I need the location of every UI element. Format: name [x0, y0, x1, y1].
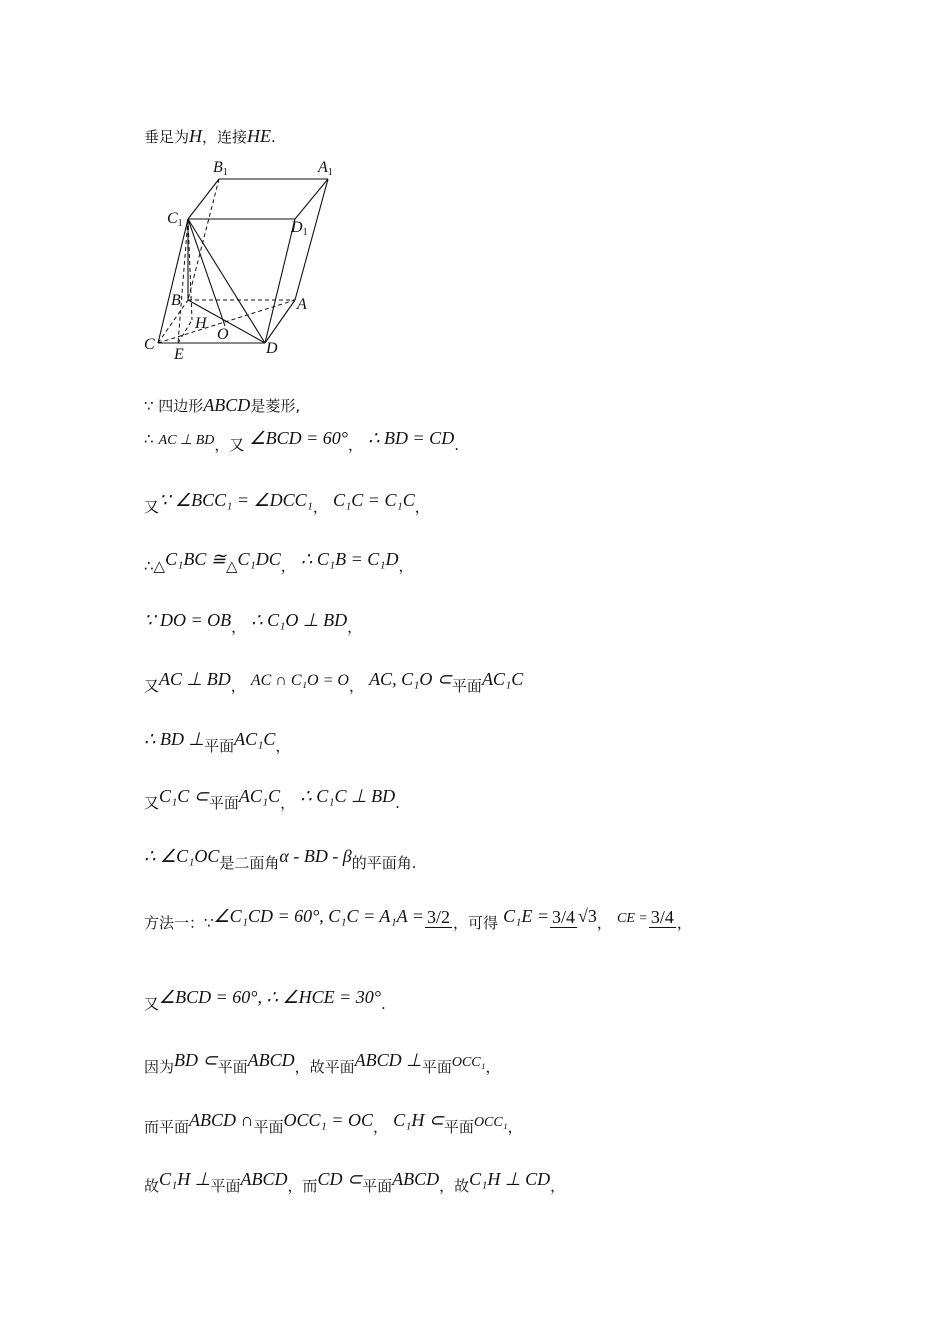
text: ，	[485, 1058, 501, 1076]
math: ∴ ∠C₁OC	[144, 846, 220, 866]
math: ABCD	[203, 395, 251, 415]
math: C₁E =	[503, 906, 549, 926]
text-line-7	[144, 729, 291, 755]
text: ，	[372, 1118, 388, 1136]
sqrt-3: √3	[578, 906, 597, 926]
math: ∴ C₁C ⊥ BD	[300, 786, 396, 806]
text: 平面	[210, 1177, 241, 1195]
math: OCC₁	[451, 1055, 486, 1070]
math: ∠BCD = 60°, ∴ ∠HCE = 30°	[159, 987, 381, 1007]
math: C₁H ⊥ CD	[469, 1169, 551, 1189]
math: C₁H ⊥	[159, 1169, 211, 1189]
text-line-2	[144, 428, 459, 454]
text: ，	[275, 737, 291, 755]
edge-C1B1	[188, 179, 219, 219]
text-line-11	[144, 987, 386, 1013]
text-line-1	[144, 395, 300, 416]
text: ，	[347, 436, 363, 454]
math: CD ⊂	[317, 1169, 363, 1189]
text: ，又	[214, 436, 245, 454]
text: .	[271, 128, 276, 146]
text: 故	[144, 1177, 160, 1195]
text: ，	[414, 498, 430, 516]
text: ，	[312, 498, 328, 516]
text: ∴	[144, 430, 154, 448]
math: C₁DC	[237, 549, 281, 569]
math: AC ∩ C₁O = O	[250, 672, 349, 689]
math: C₁H ⊂	[393, 1110, 444, 1130]
fraction-text: 3/4	[650, 906, 674, 927]
fraction-3-4	[550, 908, 577, 928]
edge-A1A	[295, 179, 328, 300]
text: 又	[144, 794, 160, 812]
text: ，	[550, 1177, 566, 1195]
text: 因为	[144, 1058, 175, 1076]
text-line-14	[144, 1169, 566, 1195]
label-D: D	[266, 340, 278, 357]
text: 又	[144, 498, 160, 516]
text-line-0	[144, 126, 276, 147]
math: ∴ C₁O ⊥ BD	[251, 610, 348, 630]
math: AC₁C	[481, 669, 524, 689]
math: ABCD	[247, 1050, 295, 1070]
math: ∴ BD ⊥	[144, 729, 205, 749]
edge-DA	[265, 300, 295, 343]
label-A1: A1	[318, 159, 333, 178]
text-line-3	[144, 490, 430, 516]
math: CE =	[617, 911, 648, 926]
math: OCC₁ = OC	[283, 1110, 373, 1130]
math: ABCD	[392, 1169, 440, 1189]
text: ，	[596, 914, 612, 932]
text: ，	[676, 914, 692, 932]
math: ∠BCD = 60°	[249, 428, 348, 448]
text-line-4	[144, 549, 414, 575]
text: ，可得	[452, 914, 498, 932]
text: 又	[144, 677, 160, 695]
triangle-symbol: △	[225, 557, 238, 575]
text-line-12	[144, 1050, 501, 1076]
math: ∠C₁CD = 60°, C₁C = A₁A =	[213, 906, 424, 926]
math: C₁C = C₁C	[333, 490, 415, 510]
math: ∵ DO = OB	[144, 610, 232, 630]
text-line-13	[144, 1110, 523, 1136]
math: ABCD ∩	[189, 1110, 254, 1130]
text: 的平面角.	[351, 854, 417, 872]
text: 又	[144, 995, 160, 1013]
fraction-3-4-b	[649, 908, 676, 928]
math: AC, C₁O ⊂	[369, 669, 452, 689]
label-H: H	[195, 315, 207, 332]
text: ，	[507, 1118, 523, 1136]
text: ，故	[439, 1177, 470, 1195]
text: ，	[280, 557, 296, 575]
fraction-text: 3/4	[552, 906, 576, 927]
text: 而平面	[144, 1118, 190, 1136]
edge-EH	[178, 320, 192, 343]
text: ，故平面	[294, 1058, 355, 1076]
math: BD ⊂	[174, 1050, 218, 1070]
fraction-3-2	[425, 908, 452, 928]
edge-D1D	[265, 219, 295, 343]
triangle-symbol: △	[153, 557, 166, 575]
text-line-8	[144, 786, 400, 812]
math: AC₁C	[234, 729, 276, 749]
label-O: O	[217, 326, 229, 343]
label-D1: D1	[291, 219, 308, 238]
math: ∴ C₁B = C₁D	[300, 549, 399, 569]
math: ABCD ⊥	[354, 1050, 422, 1070]
text: ，	[348, 677, 364, 695]
text: 平面	[451, 677, 482, 695]
text: ，连接	[202, 128, 248, 146]
math: ∵ ∠BCC₁ = ∠DCC₁	[159, 490, 313, 510]
text: 方法一：∵	[144, 914, 214, 932]
text: ，	[230, 677, 246, 695]
math: AC ⊥ BD	[159, 669, 231, 689]
math: AC ⊥ BD	[158, 433, 215, 448]
math: C₁BC ≅	[165, 549, 226, 569]
label-C1: C1	[167, 210, 183, 229]
math: α - BD - β	[279, 846, 352, 866]
math: HE	[247, 126, 272, 146]
math: AC₁C	[238, 786, 281, 806]
text-line-6	[144, 669, 524, 695]
fraction-text: 3/2	[426, 906, 450, 927]
edge-C1H	[188, 219, 192, 320]
label-A: A	[297, 296, 307, 313]
text: 是二面角	[219, 854, 280, 872]
text: ，而	[287, 1177, 318, 1195]
text: 平面	[204, 737, 235, 755]
text: ∴	[144, 557, 154, 575]
edge-B1B	[188, 179, 219, 300]
text: 垂足为	[144, 128, 190, 146]
text: 平面	[253, 1118, 284, 1136]
math: ∴ BD = CD	[368, 428, 455, 448]
label-E: E	[174, 346, 184, 363]
math: ABCD	[240, 1169, 288, 1189]
text-line-10	[144, 906, 692, 932]
text: .	[454, 436, 459, 454]
text: 平面	[421, 1058, 452, 1076]
text: 平面	[443, 1118, 474, 1136]
label-B1: B1	[213, 159, 228, 178]
math: OCC₁	[473, 1115, 508, 1130]
text: ，	[347, 618, 363, 636]
text-line-9	[144, 846, 417, 872]
text: ，	[398, 557, 414, 575]
text-line-5	[144, 610, 363, 636]
prism-figure	[140, 150, 350, 370]
text: .	[395, 794, 400, 812]
label-C: C	[144, 336, 155, 353]
text: 平面	[217, 1058, 248, 1076]
math: C₁C ⊂	[159, 786, 209, 806]
text: ∵ 四边形	[144, 397, 204, 415]
label-B: B	[171, 292, 181, 309]
text: 是菱形,	[250, 397, 301, 415]
text: 平面	[362, 1177, 393, 1195]
edge-C1C	[158, 219, 188, 343]
text: ，	[280, 794, 296, 812]
text: 平面	[208, 794, 239, 812]
text: ，	[231, 618, 247, 636]
math: H	[189, 126, 203, 146]
text: .	[380, 995, 386, 1013]
